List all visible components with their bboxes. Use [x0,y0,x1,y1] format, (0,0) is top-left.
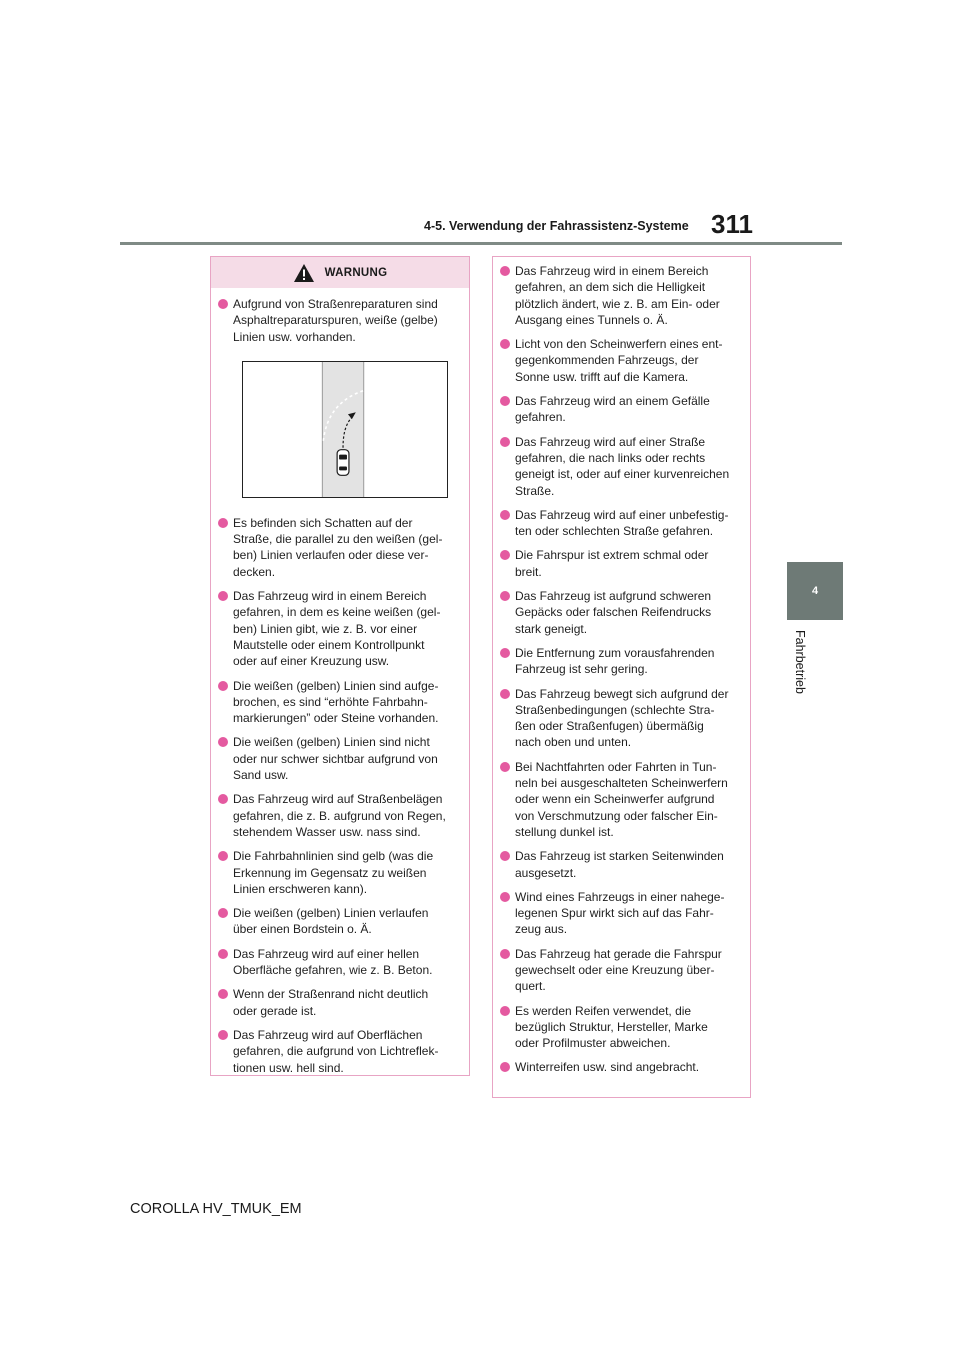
header-rule [120,242,842,245]
list-item-text: Die Fahrbahnlinien sind gelb (was die Erkennung im Gegensatz zu weißen Linien erschweren kann). [233,849,434,896]
list-item [215,905,461,938]
bullet-icon [500,591,510,601]
bullet-icon [218,737,228,747]
list-item-text: Die Fahrspur ist extrem schmal oder breit. [515,548,709,579]
list-item-text: Es werden Reifen verwendet, die bezüglich Struktur, Hersteller, Marke oder Profilmuster abweichen. [515,1003,708,1051]
list-item [215,734,461,783]
bullet-icon [218,989,228,999]
list-item-text: Die weißen (gelben) Linien sind nicht oder nur schwer sichtbar aufgrund von Sand usw. [233,735,438,783]
list-item [497,686,744,751]
list-item-text: Die Entfernung zum vorausfahrenden Fahrzeug ist sehr gering. [515,645,715,677]
bullet-icon [218,949,228,959]
list-item [497,336,744,385]
list-item-text: Das Fahrzeug wird auf einer unbefestig- ten oder schlechten Straße gefahren. [515,507,729,539]
list-item-text: Winterreifen usw. sind angebracht. [515,1060,700,1075]
list-item [497,434,744,499]
list-item [215,986,461,1019]
list-item [497,946,744,995]
chapter-label: Fahrbetrieb [793,630,807,694]
bullet-icon [500,339,510,349]
bullet-icon [218,908,228,918]
list-item-text: Aufgrund von Straßenreparaturen sind Asphaltreparaturspuren, weiße (gelbe) Linien usw. vorhanden. [233,297,438,344]
footer-model-code: COROLLA HV_TMUK_EM [130,1201,302,1217]
bullet-icon [218,794,228,804]
list-item [215,296,461,345]
bullet-icon [218,851,228,861]
list-item [497,588,744,637]
list-item-text: Das Fahrzeug hat gerade die Fahrspur gewechselt oder eine Kreuzung über- quert. [515,946,722,994]
list-item-text: Wind eines Fahrzeugs in einer nahege- legenen Spur wirkt sich auf das Fahr- zeug aus. [515,889,725,937]
bullet-icon [218,1030,228,1040]
bullet-icon [218,591,228,601]
list-item [497,393,744,426]
lane-marking-illustration [242,361,448,498]
list-item [497,263,744,328]
bullet-icon [500,266,510,276]
bullet-icon [218,518,228,528]
list-item [215,678,461,727]
list-item-text: Das Fahrzeug ist aufgrund schweren Gepäcks oder falschen Reifendrucks stark geneigt. [515,589,712,636]
list-item-text: Die weißen (gelben) Linien sind aufge- brochen, es sind “erhöhte Fahrbahn- markierungen” oder Steine vorhanden. [233,678,439,726]
section-title: 4-5. Verwendung der Fahrassistenz-Systeme [424,219,689,233]
bullet-icon [500,437,510,447]
list-item [215,848,461,897]
list-item [497,848,744,881]
list-item-text: Die weißen (gelben) Linien verlaufen über einen Bordstein o. Ä. [233,906,429,937]
warning-triangle-icon [293,263,315,283]
list-item [497,1059,744,1075]
list-item [215,588,461,669]
list-item-text: Bei Nachtfahrten oder Fahrten in Tun- neln bei ausgeschalteten Scheinwerfern oder wenn ein Scheinwerfer aufgrund von Verschmutzung oder falscher Ein- stellung dunkel ist. [515,759,728,839]
list-item-text: Licht von den Scheinwerfern eines ent- gegenkommenden Fahrzeugs, der Sonne usw. trifft auf die Kamera. [515,337,723,384]
bullet-icon [500,510,510,520]
bullet-icon [500,550,510,560]
bullet-icon [500,689,510,699]
list-item-text: Wenn der Straßenrand nicht deutlich oder gerade ist. [233,987,429,1018]
list-item [497,645,744,678]
list-item-text: Es befinden sich Schatten auf der Straße, die parallel zu den weißen (gel- ben) Linien verlaufen oder diese ver- decken. [233,515,443,579]
list-item [215,946,461,979]
list-item [215,791,461,840]
bullet-icon [218,681,228,691]
list-item-text: Das Fahrzeug wird in einem Bereich gefahren, in dem es keine weißen (gel- ben) Linien gibt, wie z. B. vor einer Mautstelle oder einem Kontrollpunkt oder auf einer Kreuzung usw. [233,589,441,669]
bullet-icon [500,1062,510,1072]
list-item-text: Das Fahrzeug wird an einem Gefälle gefahren. [515,394,710,425]
list-item-text: Das Fahrzeug ist starken Seitenwinden ausgesetzt. [515,849,724,880]
car-icon [337,450,349,476]
warning-title: WARNUNG [324,266,388,279]
list-item-text: Das Fahrzeug wird in einem Bereich gefahren, an dem sich die Helligkeit plötzlich ändert, wie z. B. am Ein- oder Ausgang eines Tunnels o. Ä. [515,264,720,327]
list-item-text: Das Fahrzeug wird auf Straßenbelägen gefahren, die z. B. aufgrund von Regen, stehendem Wasser usw. nass sind. [233,792,446,839]
list-item-text: Das Fahrzeug wird auf einer hellen Oberfläche gefahren, wie z. B. Beton. [233,946,433,978]
list-item-text: Das Fahrzeug wird auf Oberflächen gefahren, die aufgrund von Lichtreflek- tionen usw. hell sind. [233,1027,439,1075]
road-lane [322,362,363,497]
chapter-tab: 4 [787,562,843,620]
list-item [497,759,744,840]
page-number: 311 [711,209,753,239]
bullet-icon [500,949,510,959]
list-item [497,507,744,540]
bullet-icon [500,892,510,902]
list-item-text: Das Fahrzeug bewegt sich aufgrund der Straßenbedingungen (schlechte Stra- ßen oder Straßenfugen) übermäßig nach oben und unten. [515,686,729,750]
bullet-icon [500,1006,510,1016]
bullet-icon [500,851,510,861]
warning-header [211,257,469,288]
conditions-box [492,256,751,1098]
list-item [497,547,744,580]
list-item [215,1027,461,1076]
list-item [497,1003,744,1052]
bullet-icon [500,762,510,772]
warning-box [210,256,470,1076]
bullet-icon [500,648,510,658]
list-item [215,515,461,580]
bullet-icon [218,299,228,309]
list-item [497,889,744,938]
bullet-icon [500,396,510,406]
list-item-text: Das Fahrzeug wird auf einer Straße gefahren, die nach links oder rechts geneigt ist, oder auf einer kurvenreichen Straße. [515,434,730,498]
